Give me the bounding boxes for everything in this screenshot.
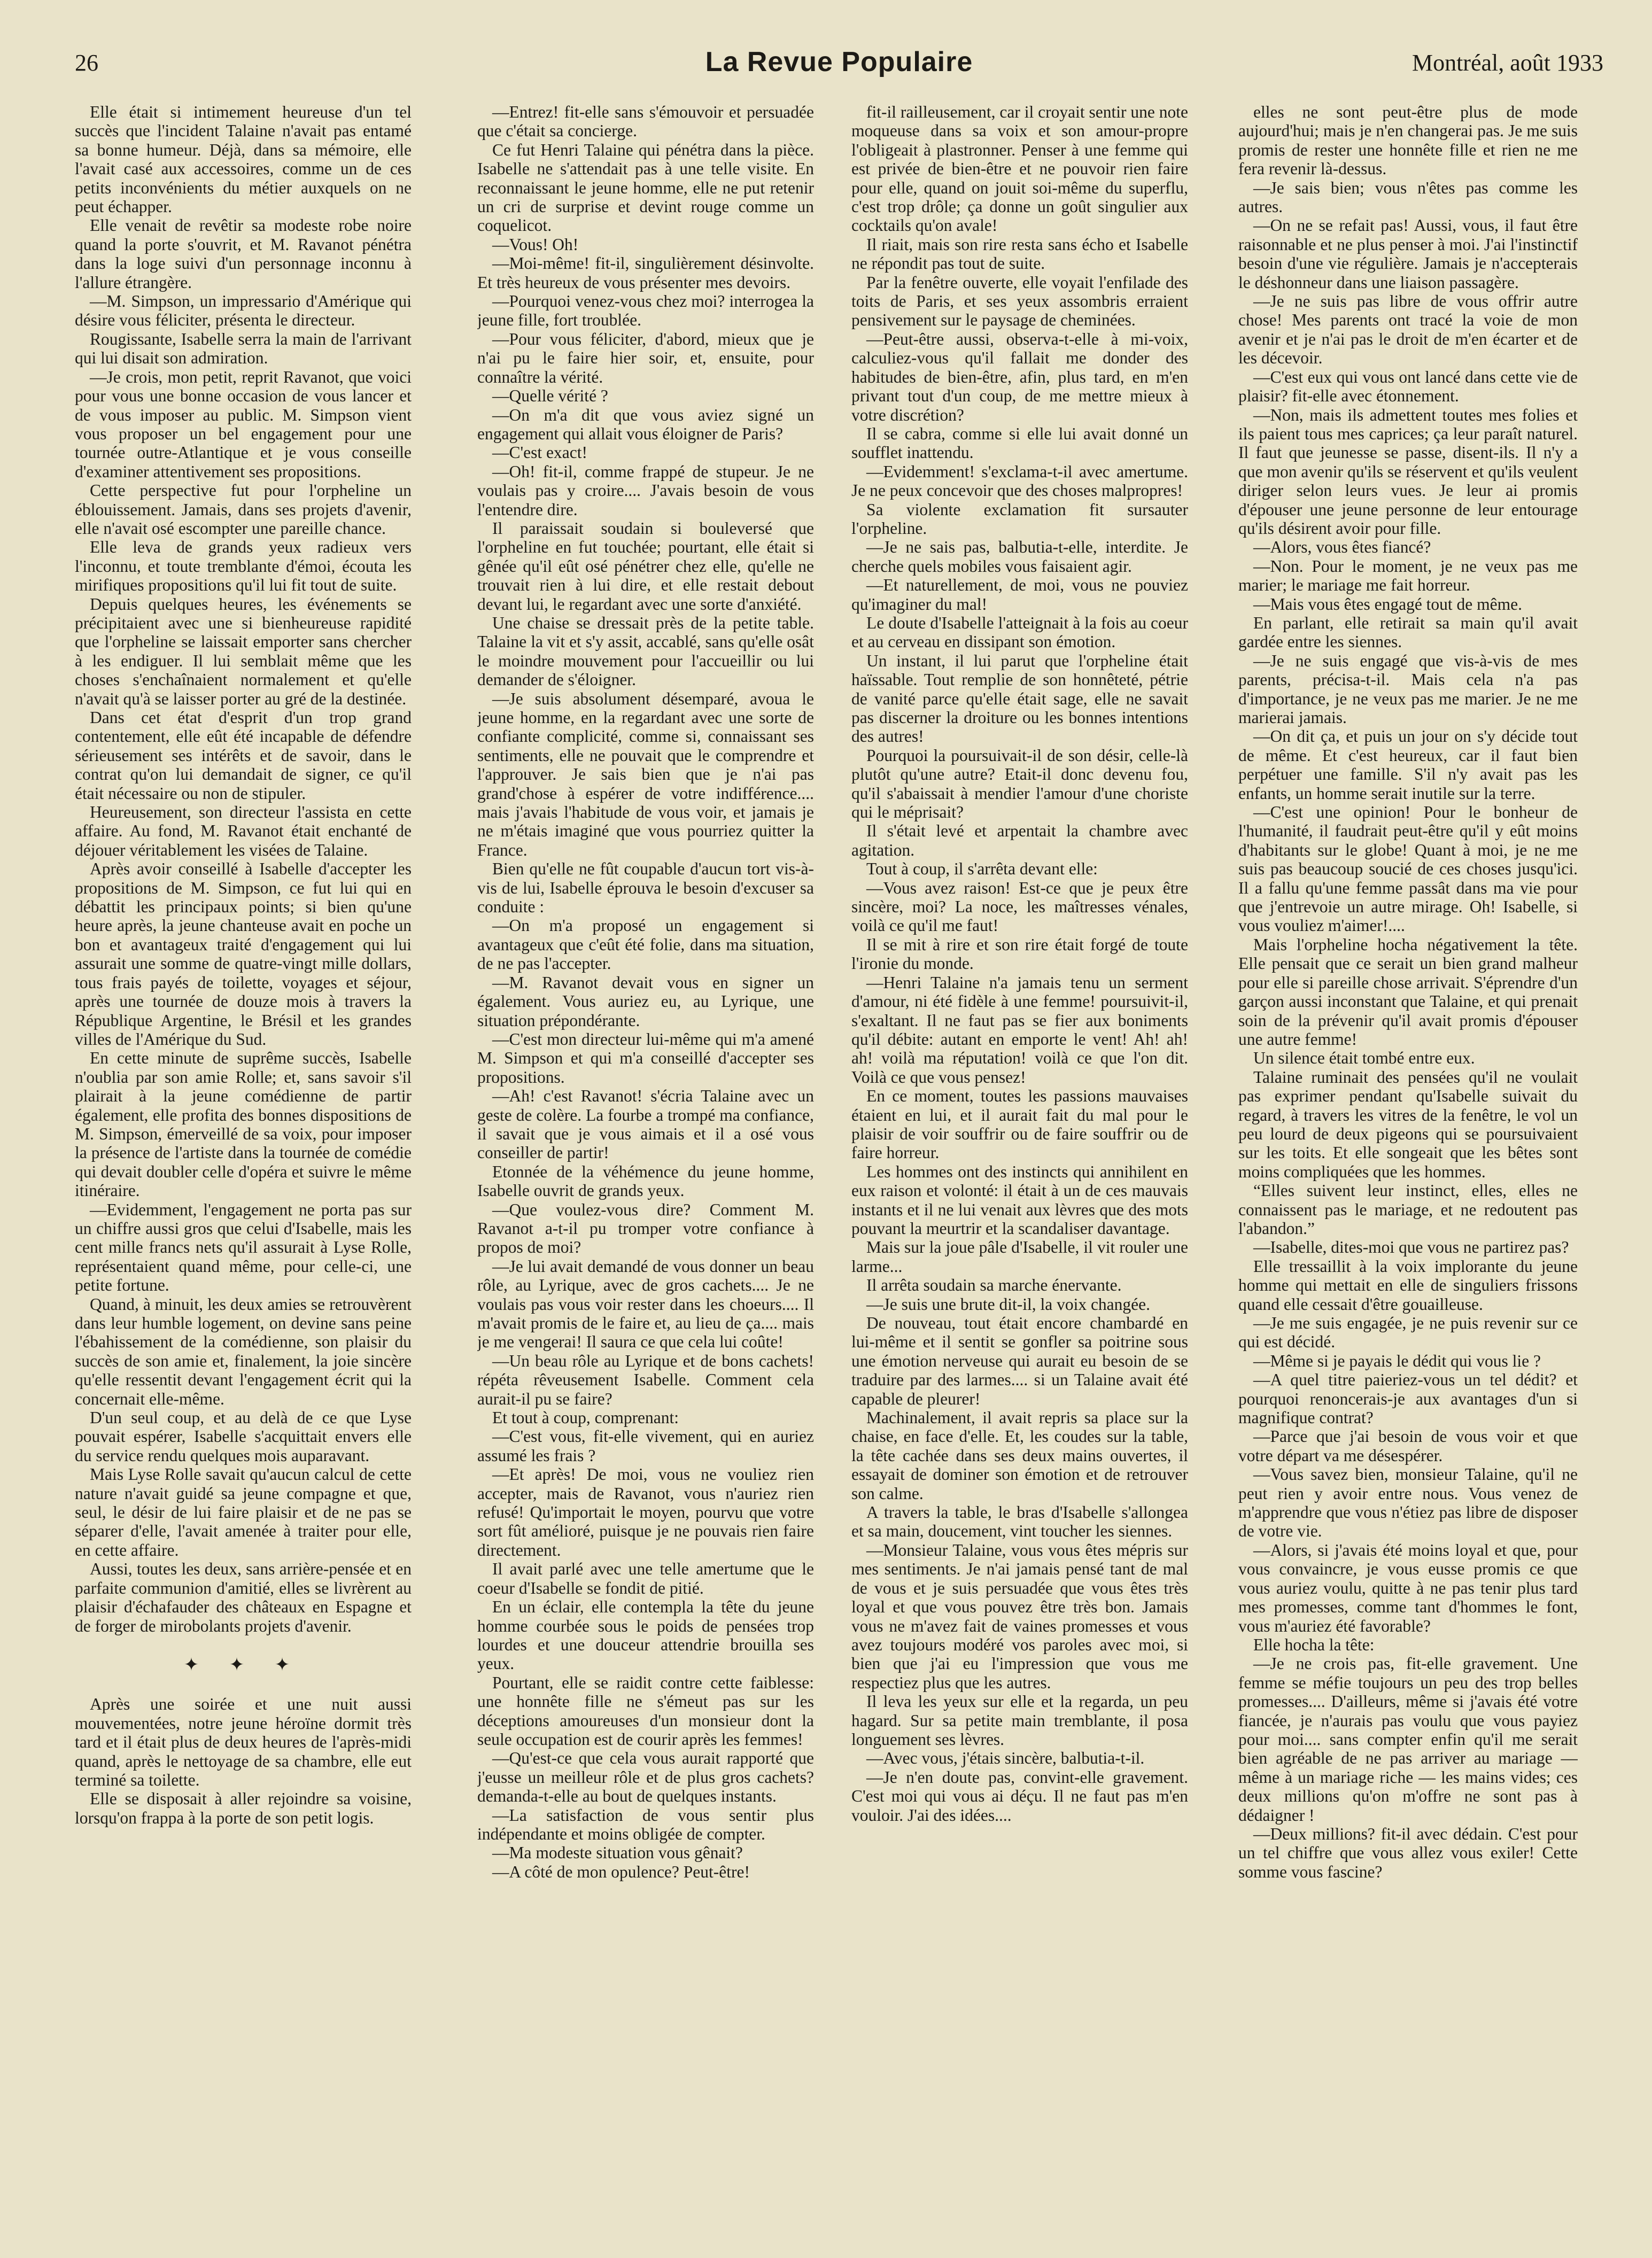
paragraph: Il se mit à rire et son rire était forgé de toute l'ironie du monde. [851, 935, 1188, 973]
text-column-4 [1238, 103, 1578, 2219]
paragraph: Mais l'orpheline hocha négativement la tête. Elle pensait que ce serait un bien grand malheur pour elle si pareille chose arrivait. S'éprendre d'un garçon aussi inconstant que Talaine, et qui prenait soin de la prévenir qu'il avait promis d'épouser une autre femme! [1238, 935, 1578, 1049]
paragraph: fit-il railleusement, car il croyait sentir une note moqueuse dans sa voix et son amour-propre l'obligeait à plastronner. Penser à une femme qui est privée de bien-être et ne pouvoir rien faire pour elle, quand on jouit soi-même du superflu, c'est trop drôle; ça donne un goût singulier aux cocktails qu'on avale! [851, 103, 1188, 235]
text-column-2 [477, 103, 814, 2219]
paragraph: Dans cet état d'esprit d'un trop grand contentement, elle eût été incapable de défendre sérieusement ses intérêts et de savoir, dans le contrat qu'on lui demandait de signer, ce qu'il était nécessaire ou non de stipuler. [75, 708, 412, 803]
paragraph: Elle leva de grands yeux radieux vers l'inconnu, et toute tremblante d'émoi, écouta les mirifiques propositions qu'il lui fit tout de suite. [75, 538, 412, 595]
paragraph: Un instant, il lui parut que l'orpheline était haïssable. Tout remplie de son honnêteté, pétrie de vanité parce qu'elle était sage, elle ne savait pas discerner la droiture ou les bonnes intentions des autres! [851, 651, 1188, 746]
paragraph: Elle se disposait à aller rejoindre sa voisine, lorsqu'on frappa à la porte de son petit logis. [75, 1789, 412, 1827]
paragraph: —Même si je payais le dédit qui vous lie ? [1253, 1351, 1541, 1370]
publication-title: La Revue Populaire [705, 46, 973, 77]
paragraph: —Mais vous êtes engagé tout de même. [1253, 594, 1523, 614]
paragraph: —Ah! c'est Ravanot! s'écria Talaine avec un geste de colère. La fourbe a trompé ma confiance, il savait que je vous aimais et il a osé vous conseiller de partir! [477, 1087, 814, 1162]
paragraph: —Evidemment! s'exclama-t-il avec amertume. Je ne peux concevoir que des choses malpropres! [851, 462, 1188, 500]
paragraph: —C'est une opinion! Pour le bonheur de l'humanité, il faudrait peut-être qu'il y eût moins d'habitants sur le globe! Quant à moi, je ne me suis pas beaucoup soucié de ces choses jusqu'ici. Il a fallu qu'une femme passât dans ma vie pour que j'entrevoie un autre mirage. Oh! Isabelle, si vous vouliez m'aimer!.... [1238, 803, 1578, 935]
paragraph: Tout à coup, il s'arrêta devant elle: [866, 859, 1098, 879]
paragraph: —M. Ravanot devait vous en signer un également. Vous auriez eu, au Lyrique, une situation prépondérante. [477, 973, 814, 1030]
page-header [75, 46, 1603, 83]
paragraph: —Entrez! fit-elle sans s'émouvoir et persuadée que c'était sa concierge. [477, 103, 814, 141]
paragraph: Bien qu'elle ne fût coupable d'aucun tort vis-à-vis de lui, Isabelle éprouva le besoin d'excuser sa conduite : [477, 859, 814, 917]
paragraph: —C'est exact! [492, 443, 587, 462]
paragraph: —Et naturellement, de moi, vous ne pouviez qu'imaginer du mal! [851, 576, 1188, 614]
paragraph: Elle hocha la tête: [1253, 1635, 1375, 1654]
paragraph: Elle tressaillit à la voix implorante du jeune homme qui mettait en elle de singuliers frissons quand elle cessait d'être gouailleuse. [1238, 1256, 1578, 1314]
paragraph: Quand, à minuit, les deux amies se retrouvèrent dans leur humble logement, on devine sans peine l'ébahissement de la comédienne, son plaisir du succès de son amie et, finalement, la joie sincère qu'elle ressentit devant l'engagement écrit qui la concernait elle-même. [75, 1294, 412, 1408]
paragraph: Talaine ruminait des pensées qu'il ne voulait pas exprimer pendant qu'Isabelle suivait du regard, à travers les vitres de la fenêtre, le vol un peu lourd de deux pigeons qui se poursuivaient sur les toits. Et elle songeait que les bêtes sont moins compliquées que les hommes. [1238, 1067, 1578, 1181]
paragraph: —Parce que j'ai besoin de vous voir et que votre départ va me désespérer. [1238, 1427, 1578, 1465]
paragraph: —On dit ça, et puis un jour on s'y décide tout de même. Et c'est heureux, car il faut bien perpétuer une famille. S'il n'y avait pas les enfants, un homme serait inutile sur la terre. [1238, 727, 1578, 803]
paragraph: —Vous savez bien, monsieur Talaine, qu'il ne peut rien y avoir entre nous. Vous venez de m'apprendre que vous n'étiez pas libre de disposer de votre vie. [1238, 1465, 1578, 1541]
dateline: Montréal, août 1933 [1411, 50, 1603, 76]
paragraph: Après avoir conseillé à Isabelle d'accepter les propositions de M. Simpson, ce fut lui qui en débattit les principaux points; si bien qu'une heure après, la jeune chanteuse avait en poche un bon et avantageux traité d'engagement qui lui assurait une somme de quatre-vingt mille dollars, tous frais payés de toilette, voyages et séjour, après une tournée de douze mois à travers la République Argentine, le Brésil et les grandes villes de l'Amérique du Sud. [75, 859, 412, 1049]
paragraph: Par la fenêtre ouverte, elle voyait l'enfilade des toits de Paris, et ses yeux assombris erraient pensivement sur le paysage de cheminées. [851, 273, 1188, 330]
paragraph: —Isabelle, dites-moi que vous ne partirez pas? [1253, 1238, 1569, 1257]
paragraph: Il se cabra, comme si elle lui avait donné un soufflet inattendu. [851, 424, 1188, 462]
paragraph: Il s'était levé et arpentait la chambre avec agitation. [851, 821, 1188, 859]
paragraph: —Et après! De moi, vous ne vouliez rien accepter, mais de Ravanot, vous n'auriez rien refusé! Qu'importait le moyen, pourvu que votre sort fût amélioré, puisque je ne pouvais rien faire directement. [477, 1465, 814, 1559]
paragraph: En ce moment, toutes les passions mauvaises étaient en lui, et il aurait fait du mal pour le plaisir de voir souffrir ou de faire souffrir ou de faire horreur. [851, 1087, 1188, 1162]
paragraph: —Je suis absolument désemparé, avoua le jeune homme, en la regardant avec une sorte de confiante complicité, comme si, connaissant ses sentiments, elle ne pouvait que le comprendre et l'approuver. Je sais bien que je n'ai pas grand'chose à espérer de votre indifférence.... mais j'avais l'habitude de vous voir, et jamais je ne m'étais imaginé que vous pourriez quitter la France. [477, 689, 814, 859]
paragraph: —Non, mais ils admettent toutes mes folies et ils paient tous mes caprices; ça leur paraît naturel. Il faut que jeunesse se passe, disent-ils. Il n'y a que mon avenir qu'ils se réservent et qu'ils veulent diriger selon leurs vues. Je leur ai promis d'épouser une jeune personne de leur entourage qu'ils désirent avoir pour fille. [1238, 405, 1578, 538]
paragraph: Une chaise se dressait près de la petite table. Talaine la vit et s'y assit, accablé, sans qu'elle osât le moindre mouvement pour l'accueillir ou lui demander de s'éloigner. [477, 613, 814, 689]
paragraph: —Je ne suis engagé que vis-à-vis de mes parents, précisa-t-il. Mais cela n'a pas d'importance, je ne veux pas me marier. Je ne me marierai jamais. [1238, 651, 1578, 727]
paragraph: —Que voulez-vous dire? Comment M. Ravanot a-t-il pu tromper votre confiance à propos de moi? [477, 1200, 814, 1257]
paragraph: —La satisfaction de vous sentir plus indépendante et moins obligée de compter. [477, 1805, 814, 1843]
paragraph: En parlant, elle retirait sa main qu'il avait gardée entre les siennes. [1238, 613, 1578, 651]
paragraph: Depuis quelques heures, les événements se précipitaient avec une si bienheureuse rapidité que l'orpheline se laissait emporter sans chercher à les endiguer. Il lui semblait même que les choses s'enchaînaient normalement et qu'elle n'avait qu'à se laisser porter au gré de la destinée. [75, 594, 412, 708]
paragraph: —On m'a dit que vous aviez signé un engagement qui allait vous éloigner de Paris? [477, 405, 814, 443]
paragraph: A travers la table, le bras d'Isabelle s'allongea et sa main, doucement, vint toucher les siennes. [851, 1503, 1188, 1541]
paragraph: —C'est vous, fit-elle vivement, qui en auriez assumé les frais ? [477, 1427, 814, 1465]
paragraph: Elle était si intimement heureuse d'un tel succès que l'incident Talaine n'avait pas entamé sa bonne humeur. Déjà, dans sa mémoire, elle l'avait casé aux accessoires, comme un de ces petits inconvénients du métier auxquels on ne peut échapper. [75, 103, 412, 216]
paragraph: —Je ne suis pas libre de vous offrir autre chose! Mes parents ont tracé la voie de mon avenir et je n'ai pas le droit de m'en écarter et de les décevoir. [1238, 292, 1578, 368]
paragraph: —Pourquoi venez-vous chez moi? interrogea la jeune fille, fort troublée. [477, 292, 814, 330]
paragraph: Le doute d'Isabelle l'atteignait à la fois au coeur et au cerveau en dissipant son émotion. [851, 613, 1188, 651]
paragraph: Il leva les yeux sur elle et la regarda, un peu hagard. Sur sa petite main tremblante, il posa longuement ses lèvres. [851, 1692, 1188, 1749]
paragraph: —Je ne crois pas, fit-elle gravement. Une femme se méfie toujours un peu des trop belles promesses.... D'ailleurs, même si j'avais été votre fiancée, je n'aurais pas voulu que vous payiez pour moi.... sans compter enfin qu'il me serait bien agréable de ne pas arriver au mariage — même à un mariage riche — les mains vides; ces deux millions qu'on m'offre ne sont pas à dédaigner ! [1238, 1654, 1578, 1825]
paragraph: “Elles suivent leur instinct, elles, elles ne connaissent pas le mariage, et ne redoutent pas l'abandon.” [1238, 1181, 1578, 1238]
paragraph: Etonnée de la véhémence du jeune homme, Isabelle ouvrit de grands yeux. [477, 1162, 814, 1200]
paragraph: —Je lui avait demandé de vous donner un beau rôle, au Lyrique, avec de gros cachets.... Je ne voulais pas vous voir rester dans les choeurs.... Il m'avait promis de le faire et, au lieu de ça.... mais je me vengerai! Il saura ce que cela lui coûte! [477, 1256, 814, 1352]
paragraph: Il avait parlé avec une telle amertume que le coeur d'Isabelle se fondit de pitié. [477, 1559, 814, 1597]
paragraph: Il arrêta soudain sa marche énervante. [866, 1276, 1122, 1295]
paragraph: —Pour vous féliciter, d'abord, mieux que je n'ai pu le faire hier soir, et, ensuite, pour connaître la vérité. [477, 329, 814, 386]
paragraph: Pourquoi la poursuivait-il de son désir, celle-là plutôt qu'une autre? Etait-il donc devenu fou, qu'il s'abaissait à mendier l'amour d'une choriste qui le méprisait? [851, 746, 1188, 822]
text-column-3 [851, 103, 1188, 2219]
page-number: 26 [75, 50, 98, 76]
paragraph: —Oh! fit-il, comme frappé de stupeur. Je ne voulais pas y croire.... J'avais besoin de vous l'entendre dire. [477, 462, 814, 519]
paragraph: Après une soirée et une nuit aussi mouvementées, notre jeune héroïne dormit très tard et il était plus de deux heures de l'après-midi quand, après le nettoyage de sa chambre, elle eut terminé sa toilette. [75, 1695, 412, 1789]
paragraph: Les hommes ont des instincts qui annihilent en eux raison et volonté: il était à un de ces mauvais instants et il ne lui venait aux lèvres que des mots pouvant la meurtrir et la scandaliser davantage. [851, 1162, 1188, 1238]
paragraph: elles ne sont peut-être plus de mode aujourd'hui; mais je n'en changerai pas. Je me suis promis de rester une honnête fille et rien ne me fera revenir là-dessus. [1238, 103, 1578, 179]
paragraph: —Je ne sais pas, balbutia-t-elle, interdite. Je cherche quels mobiles vous faisaient agir. [851, 538, 1188, 576]
paragraph: —A quel titre paieriez-vous un tel dédit? et pourquoi renoncerais-je aux avantages d'un si magnifique contrat? [1238, 1370, 1578, 1427]
paragraph: —Je me suis engagée, je ne puis revenir sur ce qui est décidé. [1238, 1314, 1578, 1352]
paragraph: —M. Simpson, un impressario d'Amérique qui désire vous féliciter, présenta le directeur. [75, 292, 412, 330]
paragraph: Elle venait de revêtir sa modeste robe noire quand la porte s'ouvrit, et M. Ravanot pénétra dans la loge suivi d'un personnage inconnu à l'allure étrangère. [75, 216, 412, 292]
paragraph: Heureusement, son directeur l'assista en cette affaire. Au fond, M. Ravanot était enchanté de déjouer véritablement les visées de Talaine. [75, 803, 412, 859]
paragraph: —Je suis une brute dit-il, la voix changée. [866, 1294, 1150, 1314]
paragraph: —Monsieur Talaine, vous vous êtes mépris sur mes sentiments. Je n'ai jamais pensé tant de mal de vous et je suis persuadée que vous êtes très loyal et que vous pouvez être très bon. Jamais vous ne m'avez fait de vaines promesses et vous avez toujours modéré vos paroles avec moi, si bien que j'ai eu l'impression que vous me respectiez plus que les autres. [851, 1540, 1188, 1692]
paragraph: D'un seul coup, et au delà de ce que Lyse pouvait espérer, Isabelle s'acquittait envers elle du service rendu quelques mois auparavant. [75, 1408, 412, 1465]
paragraph: Pourtant, elle se raidit contre cette faiblesse: une honnête fille ne s'émeut pas sur les déceptions amoureuses d'un monsieur dont la seule occupation est de courir après les femmes! [477, 1673, 814, 1749]
section-ornament: ✦ ✦ ✦ [183, 1655, 303, 1675]
paragraph: En un éclair, elle contempla la tête du jeune homme courbée sous le poids de pensées trop lourdes et une douceur attendrie brouilla ses yeux. [477, 1597, 814, 1673]
paragraph: Il riait, mais son rire resta sans écho et Isabelle ne répondit pas tout de suite. [851, 235, 1188, 273]
paragraph: —Avec vous, j'étais sincère, balbutia-t-il. [866, 1749, 1145, 1768]
paragraph: —Deux millions? fit-il avec dédain. C'est pour un tel chiffre que vous allez vous exiler! Cette somme vous fascine? [1238, 1824, 1578, 1881]
paragraph: —Je n'en doute pas, convint-elle gravement. C'est moi qui vous ai déçu. Il ne faut pas m'en vouloir. J'ai des idées.... [851, 1767, 1188, 1825]
paragraph: —Quelle vérité ? [492, 386, 608, 406]
paragraph: En cette minute de suprême succès, Isabelle n'oublia par son amie Rolle; et, sans savoir s'il plairait à la jeune comédienne de partir également, elle profita des bonnes dispositions de M. Simpson, émerveillé de sa voix, pour imposer la présence de l'artiste dans la tournée de comédie qui devait doubler celle d'opéra et suivre le même itinéraire. [75, 1049, 412, 1200]
text-column-1 [75, 103, 412, 2219]
paragraph: De nouveau, tout était encore chambardé en lui-même et il sentit se gonfler sa poitrine sous une émotion nerveuse qui aurait eu besoin de se traduire par des larmes.... si un Talaine avait été capable de pleurer! [851, 1314, 1188, 1408]
paragraph: —Non. Pour le moment, je ne veux pas me marier; le mariage me fait horreur. [1238, 556, 1578, 595]
paragraph: —Un beau rôle au Lyrique et de bons cachets! répéta rêveusement Isabelle. Comment cela aurait-il pu se faire? [477, 1351, 814, 1408]
paragraph: Un silence était tombé entre eux. [1253, 1049, 1475, 1068]
paragraph: —Alors, si j'avais été moins loyal et que, pour vous convaincre, je vous eusse promis ce que vous auriez voulu, quitte à ne pas tenir plus tard mes promesses, comme tant d'hommes le font, vous m'auriez été favorable? [1238, 1540, 1578, 1635]
paragraph: —Henri Talaine n'a jamais tenu un serment d'amour, ni été fidèle à une femme! poursuivit-il, s'exaltant. Il ne faut pas se fier aux boniments qu'il débite: autant en emporte le vent! Ah! ah! ah! voilà ma réputation! voilà ce que l'on dit. Voilà ce que vous pensez! [851, 973, 1188, 1087]
paragraph: —Qu'est-ce que cela vous aurait rapporté que j'eusse un meilleur rôle et de plus gros cachets? demanda-t-elle au bout de quelques instants. [477, 1749, 814, 1806]
paragraph: —Moi-même! fit-il, singulièrement désinvolte. Et très heureux de vous présenter mes devoirs. [477, 254, 814, 292]
paragraph: —On m'a proposé un engagement si avantageux que c'eût été folie, dans ma situation, de ne pas l'accepter. [477, 916, 814, 973]
paragraph: —Alors, vous êtes fiancé? [1253, 538, 1431, 557]
paragraph: Et tout à coup, comprenant: [492, 1408, 679, 1427]
paragraph: —Je sais bien; vous n'êtes pas comme les autres. [1238, 178, 1578, 216]
paragraph: —Ma modeste situation vous gênait? [492, 1843, 743, 1863]
paragraph: —C'est mon directeur lui-même qui m'a amené M. Simpson et qui m'a conseillé d'accepter ses propositions. [477, 1029, 814, 1087]
paragraph: Il paraissait soudain si bouleversé que l'orpheline en fut touchée; pourtant, elle était si gênée qu'il eût osé pénétrer chez elle, qu'elle ne trouvait rien à lui dire, et elle restait debout devant lui, le regardant avec une sorte d'anxiété. [477, 518, 814, 614]
paragraph: —On ne se refait pas! Aussi, vous, il faut être raisonnable et ne plus penser à moi. J'ai l'instinctif besoin d'une vie régulière. Jamais je n'accepterais le déshonneur dans une liaison passagère. [1238, 216, 1578, 292]
paragraph: —C'est eux qui vous ont lancé dans cette vie de plaisir? fit-elle avec étonnement. [1238, 367, 1578, 406]
paragraph: Sa violente exclamation fit sursauter l'orpheline. [851, 500, 1188, 538]
paragraph: —Vous avez raison! Est-ce que je peux être sincère, moi? La noce, les maîtresses vénales, voilà ce qu'il me faut! [851, 878, 1188, 935]
paragraph: Aussi, toutes les deux, sans arrière-pensée et en parfaite communion d'amitié, elles se livrèrent au plaisir d'échafauder des châteaux en Espagne et de forger de mirobolants projets d'avenir. [75, 1559, 412, 1635]
paragraph: Rougissante, Isabelle serra la main de l'arrivant qui lui disait son admiration. [75, 329, 412, 368]
paragraph: —Vous! Oh! [492, 235, 579, 254]
paragraph: Ce fut Henri Talaine qui pénétra dans la pièce. Isabelle ne s'attendait pas à une telle visite. En reconnaissant le jeune homme, elle ne put retenir un cri de surprise et devint rouge comme un coquelicot. [477, 140, 814, 235]
paragraph: Machinalement, il avait repris sa place sur la chaise, en face d'elle. Et, les coudes sur la table, la tête cachée dans ses deux mains ouvertes, il essayait de dominer son émotion et de retrouver son calme. [851, 1408, 1188, 1503]
paragraph: Mais Lyse Rolle savait qu'aucun calcul de cette nature n'avait guidé sa jeune compagne et que, seul, le désir de lui faire plaisir et de ne pas se séparer d'elle, l'avait amenée à traiter pour elle, en cette affaire. [75, 1465, 412, 1559]
paragraph: —Evidemment, l'engagement ne porta pas sur un chiffre aussi gros que celui d'Isabelle, mais les cent mille francs nets qu'il assurait à Lyse Rolle, représentaient quand même, pour celle-ci, une petite fortune. [75, 1200, 412, 1295]
paragraph: Mais sur la joue pâle d'Isabelle, il vit rouler une larme... [851, 1238, 1188, 1276]
paragraph: —Peut-être aussi, observa-t-elle à mi-voix, calculiez-vous qu'il fallait me donder des habitudes de bien-être, afin, plus tard, en m'en privant tout d'un coup, de me mettre mieux à votre discrétion? [851, 329, 1188, 424]
paragraph: —A côté de mon opulence? Peut-être! [492, 1862, 750, 1881]
paragraph: —Je crois, mon petit, reprit Ravanot, que voici pour vous une bonne occasion de vous lancer et de vous imposer au public. M. Simpson vient vous proposer un bel engagement pour une tournée outre-Atlantique et je vous conseille d'examiner attentivement ses propositions. [75, 367, 412, 481]
paragraph: Cette perspective fut pour l'orpheline un éblouissement. Jamais, dans ses projets d'avenir, elle n'avait osé escompter une pareille chance. [75, 481, 412, 538]
